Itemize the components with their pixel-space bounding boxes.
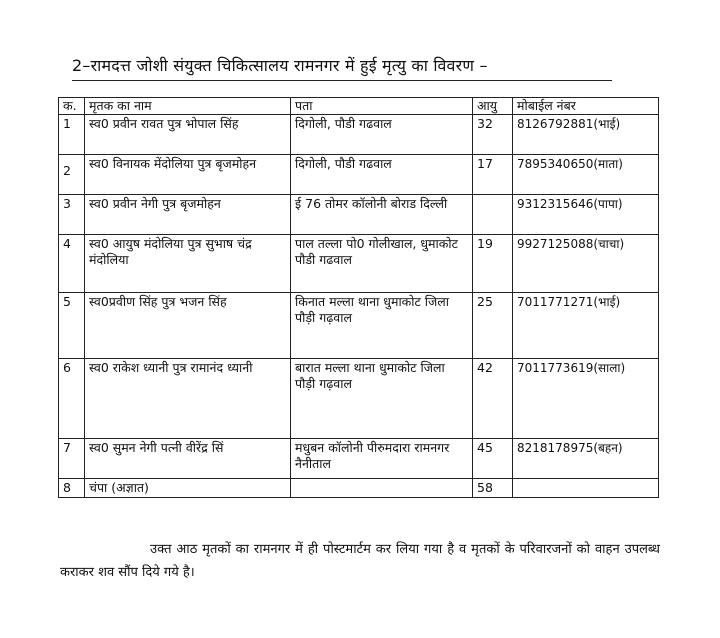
row-name: स्व0 राकेश ध्यानी पुत्र रामानंद ध्यानी (85, 359, 291, 439)
row-serial: 5 (59, 293, 85, 359)
header-mobile: मोबाईल नंबर (513, 98, 659, 115)
row-address: पाल तल्ला पो0 गोलीखाल, धुमाकोट पौडी गढवाल (291, 235, 473, 293)
deceased-table (58, 97, 659, 498)
row-age: 19 (473, 235, 513, 293)
row-serial: 6 (59, 359, 85, 439)
row-serial: 3 (59, 195, 85, 235)
table-row (59, 439, 659, 479)
table-row (59, 359, 659, 439)
row-age: 25 (473, 293, 513, 359)
row-address: दिगोली, पौडी गढवाल (291, 155, 473, 195)
row-age: 58 (473, 479, 513, 498)
row-age (473, 195, 513, 235)
row-mobile: 7895340650(माता) (513, 155, 659, 195)
row-name: स्व0 सुमन नेगी पत्नी वीरेंद्र सिं (85, 439, 291, 479)
row-address: ई 76 तोमर कॉलोनी बोराड दिल्ली (291, 195, 473, 235)
row-mobile: 7011771271(भाई) (513, 293, 659, 359)
row-address: मधुबन कॉलोनी पीरुमदारा रामनगर नैनीताल (291, 439, 473, 479)
row-serial: 8 (59, 479, 85, 498)
row-serial: 7 (59, 439, 85, 479)
table-row (59, 293, 659, 359)
row-age: 32 (473, 115, 513, 155)
page-title: 2–रामदत्त जोशी संयुक्त चिकित्सालय रामनगर में हुई मृत्यु का विवरण – (72, 56, 488, 75)
row-name: स्व0 प्रवीन रावत पुत्र भोपाल सिंह (85, 115, 291, 155)
header-address: पता (291, 98, 473, 115)
table-header-row (59, 98, 659, 115)
row-age: 17 (473, 155, 513, 195)
row-mobile: 9312315646(पापा) (513, 195, 659, 235)
title-underline (72, 80, 612, 81)
row-name: स्व0 आयुष मंदोलिया पुत्र सुभाष चंद्र मंदोलिया (85, 235, 291, 293)
header-serial: क. (59, 98, 85, 115)
header-age: आयु (473, 98, 513, 115)
row-address: दिगोली, पौडी गढवाल (291, 115, 473, 155)
row-mobile: 7011773619(साला) (513, 359, 659, 439)
row-address (291, 479, 473, 498)
row-mobile (513, 479, 659, 498)
footer-text: उक्त आठ मृतकों का रामनगर में ही पोस्टमार्टम कर लिया गया है व मृतकों के परिवारजनों को वाहन उपलब्ध कराकर शव सौंप दिये गये है। (60, 542, 660, 580)
table-row (59, 195, 659, 235)
row-mobile: 8126792881(भाई) (513, 115, 659, 155)
row-mobile: 9927125088(चाचा) (513, 235, 659, 293)
row-serial: 1 (59, 115, 85, 155)
table-row (59, 155, 659, 195)
row-mobile: 8218178975(बहन) (513, 439, 659, 479)
row-serial: 4 (59, 235, 85, 293)
row-serial: 2 (59, 155, 85, 195)
table-row (59, 479, 659, 498)
row-name: स्व0 विनायक मेंदोलिया पुत्र बृजमोहन (85, 155, 291, 195)
table-row (59, 235, 659, 293)
table-row (59, 115, 659, 155)
row-name: स्व0प्रवीण सिंह पुत्र भजन सिंह (85, 293, 291, 359)
footer-note (60, 538, 660, 584)
row-address: बारात मल्ला थाना धुमाकोट जिला पौड़ी गढ़वाल (291, 359, 473, 439)
row-name: स्व0 प्रवीन नेगी पुत्र बृजमोहन (85, 195, 291, 235)
header-name: मृतक का नाम (85, 98, 291, 115)
row-age: 42 (473, 359, 513, 439)
row-address: किनात मल्ला थाना धुमाकोट जिला पौड़ी गढ़वाल (291, 293, 473, 359)
row-name: चंपा (अज्ञात) (85, 479, 291, 498)
row-age: 45 (473, 439, 513, 479)
